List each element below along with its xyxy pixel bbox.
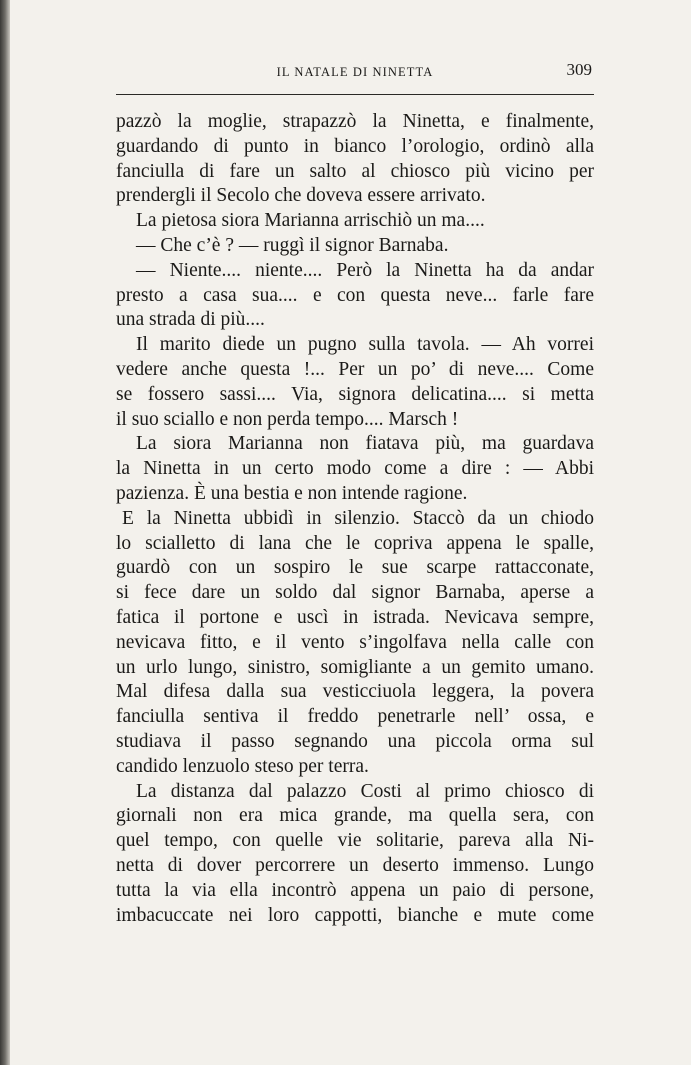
- text-line: — Che c’è ? — ruggì il signor Barnaba.: [136, 234, 449, 256]
- text-line: — Niente.... niente.... Però la Ninetta ha da andar: [136, 259, 594, 281]
- page-binding-edge: [0, 0, 10, 1065]
- text-line: lo scialletto di lana che le copriva appena le spalle,: [116, 532, 594, 554]
- text-line: studiava il passo segnando una piccola orma sul: [116, 730, 594, 752]
- text-line: La pietosa siora Marianna arrischiò un ma....: [136, 210, 485, 232]
- text-line: tutta la via ella incontrò appena un paio di persone,: [116, 879, 594, 901]
- text-line: nevicava fitto, e il vento s’ingolfava nella calle con: [116, 631, 594, 653]
- text-line: guardando di punto in bianco l’orologio, ordinò alla: [116, 135, 594, 157]
- running-head: [116, 60, 594, 84]
- text-line: fatica il portone e uscì in istrada. Nevicava sempre,: [116, 606, 594, 628]
- text-line: presto a casa sua.... e con questa neve... farle fare: [116, 284, 594, 306]
- text-line: il suo sciallo e non perda tempo.... Marsch !: [116, 408, 459, 430]
- text-line: Il marito diede un pugno sulla tavola. — Ah vorrei: [136, 334, 594, 356]
- text-line: quel tempo, con quelle vie solitarie, pareva alla Ni-: [116, 830, 594, 852]
- text-line: si fece dare un soldo dal signor Barnaba, aperse a: [116, 582, 594, 604]
- text-line: un urlo lungo, sinistro, somigliante a un gemito umano.: [116, 656, 594, 678]
- text-line: vedere anche questa !... Per un po’ di neve.... Come: [116, 358, 594, 380]
- text-line: pazzò la moglie, strapazzò la Ninetta, e finalmente,: [116, 111, 594, 132]
- text-line: una strada di più....: [116, 309, 265, 331]
- text-line: fanciulla sentiva il freddo penetrarle nell’ ossa, e: [116, 706, 594, 728]
- text-line: netta di dover percorrere un deserto immenso. Lungo: [116, 854, 594, 876]
- running-title: IL NATALE DI NINETTA: [276, 65, 434, 79]
- page-number: 309: [566, 60, 592, 79]
- text-line: la Ninetta in un certo modo come a dire : — Abbi: [116, 458, 594, 480]
- text-line: fanciulla di fare un salto al chiosco più vicino per: [116, 160, 594, 182]
- text-line: La siora Marianna non fiatava più, ma guardava: [136, 433, 594, 455]
- header-rule: [116, 94, 594, 95]
- text-line: se fossero sassi.... Via, signora delicatina.... si metta: [116, 383, 594, 405]
- text-line: pazienza. È una bestia e non intende ragione.: [116, 482, 468, 504]
- text-line: prendergli il Secolo che doveva essere arrivato.: [116, 185, 486, 207]
- text-line: guardò con un sospiro le sue scarpe rattacconate,: [116, 557, 594, 579]
- text-line: imbacuccate nei loro cappotti, bianche e mute come: [116, 904, 594, 926]
- body-text: [116, 110, 594, 928]
- text-line: candido lenzuolo steso per terra.: [116, 755, 369, 777]
- text-line: giornali non era mica grande, ma quella sera, con: [116, 805, 594, 827]
- text-line: E la Ninetta ubbidì in silenzio. Staccò da un chiodo: [122, 507, 594, 529]
- text-line: La distanza dal palazzo Costi al primo chiosco di: [136, 780, 594, 802]
- text-line: Mal difesa dalla sua vesticciuola leggera, la povera: [116, 681, 594, 703]
